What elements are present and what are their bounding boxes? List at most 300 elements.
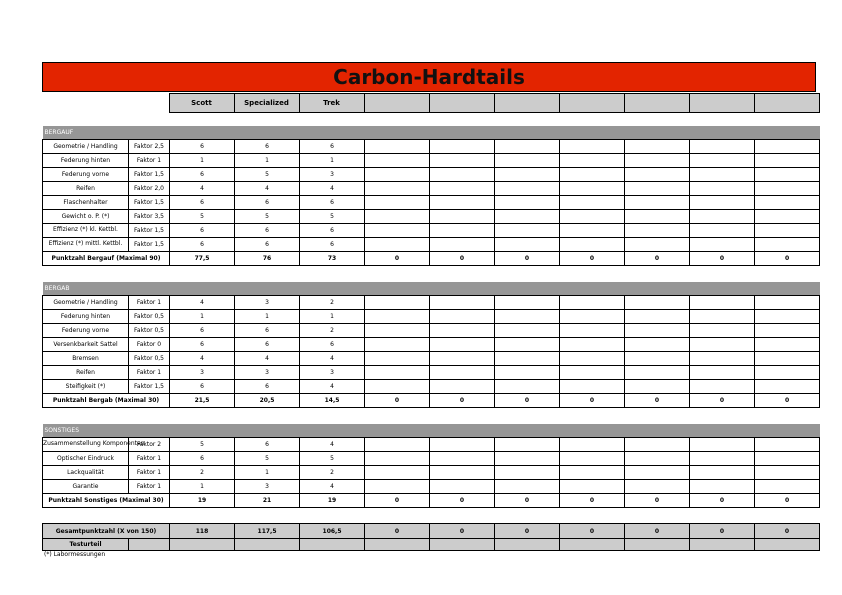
score-cell — [755, 167, 820, 181]
column-header — [494, 94, 559, 113]
score-cell — [625, 181, 690, 195]
score-cell — [365, 365, 430, 379]
score-cell: 6 — [170, 223, 235, 237]
score-cell — [690, 153, 755, 167]
score-cell — [365, 209, 430, 223]
score-cell: 5 — [235, 209, 300, 223]
score-cell — [560, 379, 625, 393]
score-cell — [365, 437, 430, 451]
score-cell — [495, 139, 560, 153]
score-cell — [560, 437, 625, 451]
factor-cell: Faktor 2,5 — [129, 139, 170, 153]
score-cell — [690, 451, 755, 465]
score-cell — [495, 309, 560, 323]
score-cell — [560, 465, 625, 479]
score-cell — [495, 465, 560, 479]
table-row — [43, 167, 820, 181]
score-cell — [690, 209, 755, 223]
column-header: Scott — [169, 94, 234, 113]
criterion-label: Versenkbarkeit Sattel — [43, 337, 129, 351]
section-sum-row — [43, 493, 820, 507]
section-title: SONSTIGES — [43, 424, 820, 437]
score-cell: 4 — [235, 351, 300, 365]
score-cell: 4 — [300, 181, 365, 195]
total-value: 0 — [625, 524, 690, 539]
factor-cell: Faktor 2,0 — [129, 181, 170, 195]
sum-label: Punktzahl Sonstiges (Maximal 30) — [43, 493, 170, 507]
verdict-cell — [625, 539, 690, 551]
score-cell — [690, 365, 755, 379]
factor-cell: Faktor 0,5 — [129, 309, 170, 323]
section-bergauf — [42, 126, 820, 266]
sum-value: 0 — [560, 493, 625, 507]
sum-value: 0 — [430, 393, 495, 407]
score-cell — [495, 351, 560, 365]
score-cell: 6 — [170, 195, 235, 209]
score-cell — [690, 223, 755, 237]
score-cell — [495, 451, 560, 465]
sum-value: 21,5 — [170, 393, 235, 407]
score-cell — [430, 195, 495, 209]
score-cell — [560, 237, 625, 251]
score-cell — [430, 139, 495, 153]
score-cell: 4 — [170, 181, 235, 195]
score-cell: 3 — [170, 365, 235, 379]
score-cell: 4 — [300, 379, 365, 393]
score-cell — [430, 379, 495, 393]
score-cell: 6 — [235, 379, 300, 393]
sum-value: 0 — [365, 251, 430, 265]
score-cell — [430, 351, 495, 365]
verdict-cell — [170, 539, 235, 551]
score-cell: 6 — [300, 139, 365, 153]
score-cell: 1 — [235, 309, 300, 323]
score-cell: 6 — [235, 237, 300, 251]
table-row — [43, 479, 820, 493]
verdict-cell — [235, 539, 300, 551]
criterion-label: Lackqualität — [43, 465, 129, 479]
score-cell: 6 — [235, 139, 300, 153]
score-cell: 1 — [170, 479, 235, 493]
score-cell — [560, 195, 625, 209]
score-cell: 5 — [235, 167, 300, 181]
score-cell — [430, 323, 495, 337]
factor-cell: Faktor 0,5 — [129, 351, 170, 365]
sum-value: 19 — [300, 493, 365, 507]
factor-cell: Faktor 1 — [129, 153, 170, 167]
score-cell: 4 — [170, 295, 235, 309]
score-cell — [560, 479, 625, 493]
score-cell — [365, 309, 430, 323]
score-cell: 3 — [300, 365, 365, 379]
score-cell — [495, 223, 560, 237]
score-cell: 1 — [170, 309, 235, 323]
score-cell — [755, 323, 820, 337]
score-cell — [560, 451, 625, 465]
score-cell — [430, 451, 495, 465]
table-row — [43, 323, 820, 337]
score-cell: 2 — [170, 465, 235, 479]
score-cell — [365, 351, 430, 365]
factor-cell: Faktor 1,5 — [129, 237, 170, 251]
sum-value: 0 — [625, 493, 690, 507]
score-cell — [430, 295, 495, 309]
factor-cell: Faktor 1,5 — [129, 167, 170, 181]
total-value: 0 — [690, 524, 755, 539]
criterion-label: Zusammenstellung Komponenten — [43, 437, 129, 451]
score-cell — [560, 365, 625, 379]
score-cell — [430, 181, 495, 195]
section-bergab — [42, 282, 820, 408]
table-row — [43, 295, 820, 309]
score-cell — [755, 181, 820, 195]
sum-value: 21 — [235, 493, 300, 507]
criterion-label: Garantie — [43, 479, 129, 493]
column-header — [429, 94, 494, 113]
score-cell — [755, 309, 820, 323]
score-cell: 1 — [170, 153, 235, 167]
sum-value: 0 — [690, 393, 755, 407]
table-row — [43, 139, 820, 153]
score-cell — [625, 437, 690, 451]
score-cell: 6 — [170, 323, 235, 337]
section-sum-row — [43, 393, 820, 407]
score-cell — [365, 181, 430, 195]
section-header — [43, 282, 820, 295]
score-cell — [690, 437, 755, 451]
score-cell — [365, 323, 430, 337]
factor-cell: Faktor 1 — [129, 365, 170, 379]
score-cell: 5 — [170, 209, 235, 223]
sum-value: 14,5 — [300, 393, 365, 407]
factor-cell: Faktor 1 — [129, 465, 170, 479]
factor-cell: Faktor 3,5 — [129, 209, 170, 223]
score-cell — [755, 365, 820, 379]
score-cell — [625, 195, 690, 209]
score-cell: 6 — [170, 237, 235, 251]
score-cell — [755, 351, 820, 365]
criterion-label: Gewicht o. P. (*) — [43, 209, 129, 223]
section-sonstiges — [42, 424, 820, 508]
score-cell — [365, 295, 430, 309]
score-cell — [625, 139, 690, 153]
score-cell: 6 — [235, 337, 300, 351]
score-cell — [690, 323, 755, 337]
score-cell — [560, 309, 625, 323]
score-cell — [365, 337, 430, 351]
score-cell — [690, 167, 755, 181]
score-cell: 3 — [235, 295, 300, 309]
total-value: 0 — [365, 524, 430, 539]
score-cell — [430, 223, 495, 237]
score-cell — [560, 323, 625, 337]
criterion-label: Effizienz (*) kl. Kettbl. — [43, 223, 129, 237]
column-header: Trek — [299, 94, 364, 113]
score-cell — [365, 479, 430, 493]
score-cell — [495, 437, 560, 451]
page-title: Carbon-Hardtails — [42, 62, 816, 92]
section-header — [43, 424, 820, 437]
sum-value: 0 — [560, 393, 625, 407]
sum-value: 0 — [755, 393, 820, 407]
sum-value: 0 — [430, 493, 495, 507]
footnote: (*) Labormessungen — [44, 551, 106, 558]
section-header — [43, 126, 820, 139]
score-cell — [690, 295, 755, 309]
score-cell — [430, 337, 495, 351]
criterion-label: Federung hinten — [43, 153, 129, 167]
score-cell: 4 — [170, 351, 235, 365]
score-cell: 6 — [235, 223, 300, 237]
table-row — [43, 437, 820, 451]
score-cell: 4 — [300, 437, 365, 451]
score-cell — [755, 479, 820, 493]
criterion-label: Federung vorne — [43, 167, 129, 181]
score-cell — [560, 153, 625, 167]
score-cell — [365, 167, 430, 181]
verdict-label: Testurteil — [43, 539, 129, 551]
score-cell: 1 — [235, 153, 300, 167]
criterion-label: Geometrie / Handling — [43, 139, 129, 153]
score-cell — [625, 337, 690, 351]
table-row — [43, 379, 820, 393]
score-cell — [625, 237, 690, 251]
score-cell — [755, 153, 820, 167]
sum-label: Punktzahl Bergauf (Maximal 90) — [43, 251, 170, 265]
score-cell — [430, 167, 495, 181]
total-label: Gesamtpunktzahl (X von 150) — [43, 524, 170, 539]
verdict-cell — [129, 539, 170, 551]
score-cell — [430, 465, 495, 479]
criterion-label: Effizienz (*) mittl. Kettbl. — [43, 237, 129, 251]
score-cell — [755, 195, 820, 209]
score-cell: 1 — [300, 309, 365, 323]
total-value: 0 — [495, 524, 560, 539]
total-value: 0 — [560, 524, 625, 539]
sum-value: 77,5 — [170, 251, 235, 265]
header-spacer — [42, 94, 128, 113]
score-cell: 6 — [170, 167, 235, 181]
score-cell — [755, 223, 820, 237]
score-cell — [495, 379, 560, 393]
score-cell — [560, 209, 625, 223]
sum-value: 0 — [625, 393, 690, 407]
score-cell — [690, 195, 755, 209]
score-cell — [625, 323, 690, 337]
factor-cell: Faktor 0 — [129, 337, 170, 351]
score-cell: 6 — [235, 323, 300, 337]
sum-value: 20,5 — [235, 393, 300, 407]
score-cell — [755, 379, 820, 393]
score-cell — [560, 181, 625, 195]
criterion-label: Optischer Eindruck — [43, 451, 129, 465]
criterion-label: Reifen — [43, 181, 129, 195]
factor-cell: Faktor 1,5 — [129, 223, 170, 237]
column-header: Specialized — [234, 94, 299, 113]
criterion-label: Federung vorne — [43, 323, 129, 337]
score-cell — [755, 237, 820, 251]
score-cell — [690, 465, 755, 479]
score-cell: 2 — [300, 465, 365, 479]
table-row — [43, 181, 820, 195]
table-row — [43, 195, 820, 209]
table-row — [43, 365, 820, 379]
sum-value: 0 — [365, 493, 430, 507]
factor-cell: Faktor 2 — [129, 437, 170, 451]
score-cell — [690, 351, 755, 365]
factor-cell: Faktor 1 — [129, 295, 170, 309]
score-cell — [755, 437, 820, 451]
score-cell — [625, 223, 690, 237]
criterion-label: Federung hinten — [43, 309, 129, 323]
score-cell — [625, 209, 690, 223]
factor-cell: Faktor 1,5 — [129, 195, 170, 209]
score-cell — [690, 479, 755, 493]
score-cell: 6 — [300, 223, 365, 237]
score-cell — [495, 209, 560, 223]
sum-value: 0 — [365, 393, 430, 407]
score-cell — [430, 365, 495, 379]
score-cell: 5 — [300, 209, 365, 223]
score-cell — [690, 139, 755, 153]
criterion-label: Bremsen — [43, 351, 129, 365]
score-cell — [495, 337, 560, 351]
score-cell: 2 — [300, 295, 365, 309]
column-header — [689, 94, 754, 113]
total-value: 117,5 — [235, 524, 300, 539]
score-cell — [625, 451, 690, 465]
score-cell — [430, 237, 495, 251]
sum-value: 0 — [560, 251, 625, 265]
score-cell — [365, 195, 430, 209]
total-value: 0 — [755, 524, 820, 539]
score-cell: 6 — [300, 237, 365, 251]
column-header — [559, 94, 624, 113]
score-cell — [495, 237, 560, 251]
score-cell: 3 — [235, 365, 300, 379]
score-cell — [495, 181, 560, 195]
factor-cell: Faktor 1 — [129, 451, 170, 465]
score-cell — [625, 379, 690, 393]
score-cell — [625, 465, 690, 479]
score-cell — [365, 465, 430, 479]
verdict-cell — [755, 539, 820, 551]
score-cell — [365, 451, 430, 465]
score-cell: 3 — [235, 479, 300, 493]
score-cell — [690, 237, 755, 251]
sum-value: 0 — [495, 493, 560, 507]
score-cell: 6 — [170, 451, 235, 465]
score-cell: 4 — [235, 181, 300, 195]
score-cell: 6 — [235, 195, 300, 209]
score-cell — [755, 451, 820, 465]
score-cell: 6 — [300, 337, 365, 351]
score-cell — [690, 181, 755, 195]
sum-value: 0 — [690, 493, 755, 507]
score-cell — [755, 337, 820, 351]
verdict-row — [43, 539, 820, 551]
sum-label: Punktzahl Bergab (Maximal 30) — [43, 393, 170, 407]
total-row — [43, 524, 820, 539]
sum-value: 0 — [690, 251, 755, 265]
column-header — [754, 94, 819, 113]
sum-value: 0 — [495, 251, 560, 265]
score-cell — [495, 479, 560, 493]
total-value: 118 — [170, 524, 235, 539]
score-cell — [755, 295, 820, 309]
sum-value: 76 — [235, 251, 300, 265]
score-cell: 2 — [300, 323, 365, 337]
score-cell: 5 — [235, 451, 300, 465]
table-row — [43, 465, 820, 479]
score-cell: 5 — [170, 437, 235, 451]
section-sum-row — [43, 251, 820, 265]
score-cell — [365, 139, 430, 153]
score-cell — [495, 167, 560, 181]
score-cell — [625, 479, 690, 493]
score-cell — [430, 209, 495, 223]
score-cell — [755, 465, 820, 479]
table-row — [43, 153, 820, 167]
score-cell — [365, 379, 430, 393]
score-cell: 6 — [235, 437, 300, 451]
score-cell — [625, 309, 690, 323]
total-table — [42, 523, 820, 551]
table-row — [43, 351, 820, 365]
score-cell: 3 — [300, 167, 365, 181]
sum-value: 0 — [755, 251, 820, 265]
header-spacer — [128, 94, 169, 113]
table-row — [43, 337, 820, 351]
verdict-cell — [300, 539, 365, 551]
criterion-label: Steifigkeit (*) — [43, 379, 129, 393]
score-cell — [690, 309, 755, 323]
score-cell — [690, 379, 755, 393]
column-header-row — [42, 94, 819, 113]
sum-value: 0 — [495, 393, 560, 407]
sum-value: 19 — [170, 493, 235, 507]
verdict-cell — [365, 539, 430, 551]
score-cell — [560, 337, 625, 351]
score-cell — [495, 195, 560, 209]
score-cell — [560, 295, 625, 309]
table-row — [43, 237, 820, 251]
score-cell — [560, 351, 625, 365]
table-row — [43, 223, 820, 237]
verdict-cell — [495, 539, 560, 551]
score-cell — [560, 223, 625, 237]
score-cell: 5 — [300, 451, 365, 465]
score-cell — [690, 337, 755, 351]
score-cell — [430, 153, 495, 167]
score-cell — [430, 309, 495, 323]
factor-cell: Faktor 1 — [129, 479, 170, 493]
score-cell — [625, 295, 690, 309]
section-title: BERGAUF — [43, 126, 820, 139]
sum-value: 0 — [755, 493, 820, 507]
table-row — [43, 209, 820, 223]
score-cell — [365, 153, 430, 167]
section-title: BERGAB — [43, 282, 820, 295]
column-header-table — [42, 93, 820, 113]
table-row — [43, 451, 820, 465]
verdict-cell — [430, 539, 495, 551]
sum-value: 73 — [300, 251, 365, 265]
verdict-cell — [560, 539, 625, 551]
criterion-label: Geometrie / Handling — [43, 295, 129, 309]
factor-cell: Faktor 0,5 — [129, 323, 170, 337]
score-cell — [495, 323, 560, 337]
